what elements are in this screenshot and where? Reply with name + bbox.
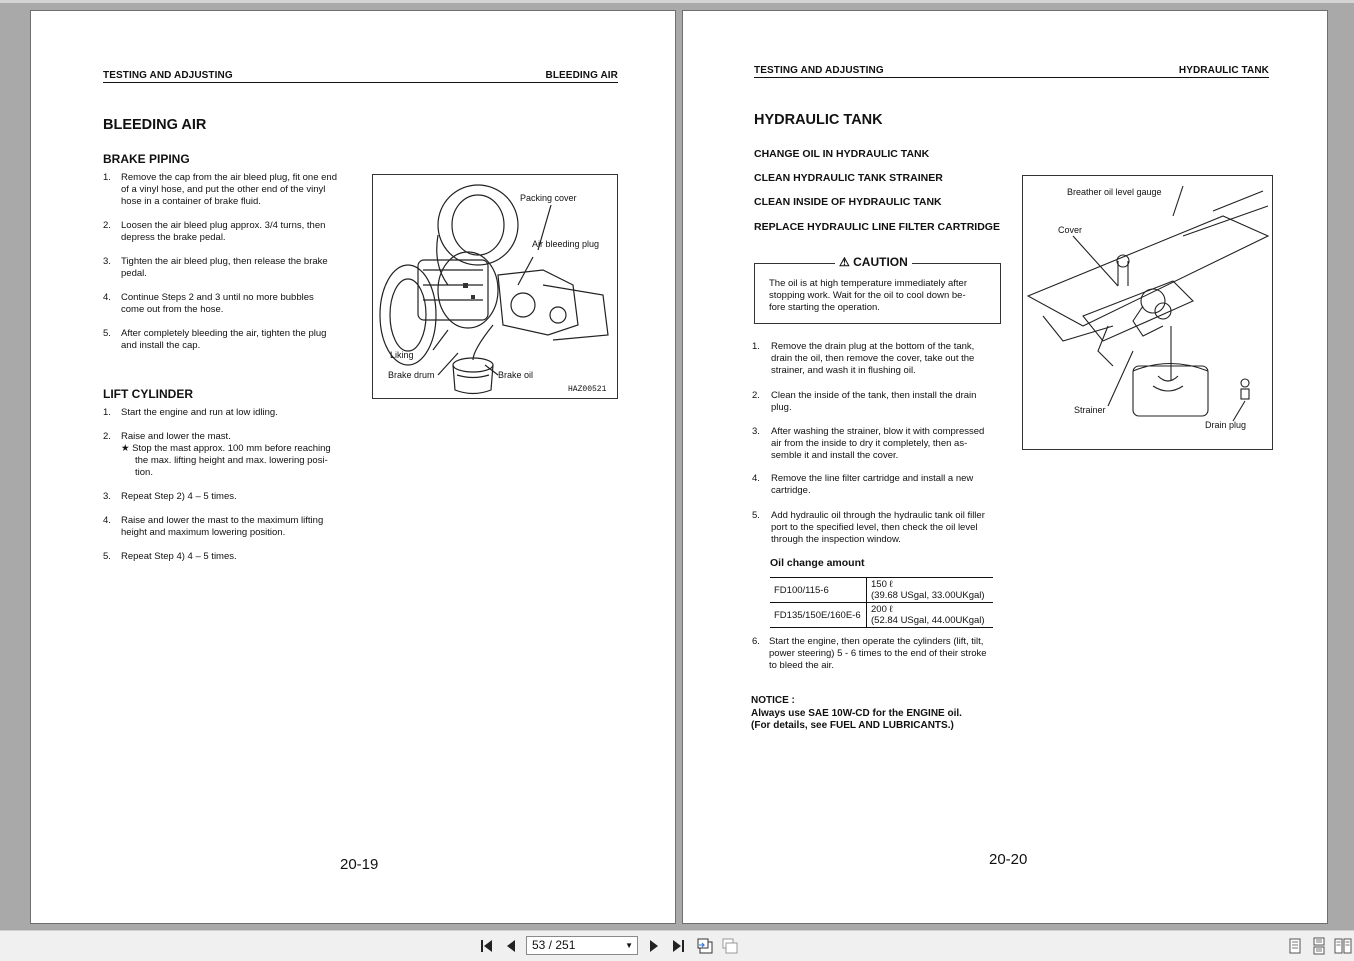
text-line: (For details, see FUEL AND LUBRICANTS.) bbox=[751, 720, 954, 731]
oil-change-heading: Oil change amount bbox=[770, 557, 865, 569]
text-line: strainer, and wash it in flushing oil. bbox=[771, 365, 916, 376]
label-packing-cover: Packing cover bbox=[520, 193, 577, 203]
notice-block bbox=[751, 695, 962, 733]
table-cell-model: FD100/115-6 bbox=[770, 578, 867, 603]
text-line: Raise and lower the mast to the maximum lifting bbox=[121, 515, 324, 526]
step-number: 5. bbox=[103, 328, 111, 339]
first-page-icon bbox=[478, 937, 496, 955]
text-line: Clean the inside of the tank, then install the drain bbox=[771, 390, 977, 401]
text-line: come out from the hose. bbox=[121, 304, 224, 315]
step-number: 4. bbox=[103, 515, 111, 526]
caution-title: CAUTION bbox=[853, 255, 908, 269]
step-text bbox=[121, 431, 361, 479]
text-line: power steering) 5 - 6 times to the end of their stroke bbox=[769, 648, 987, 659]
next-page-icon bbox=[645, 937, 663, 955]
step-text bbox=[121, 292, 351, 316]
back-view-button[interactable] bbox=[696, 937, 714, 955]
single-page-view-button[interactable] bbox=[1286, 937, 1304, 955]
step-text bbox=[771, 390, 1003, 414]
forward-view-button[interactable] bbox=[721, 937, 739, 955]
text-line: the max. lifting height and max. lowering posi- bbox=[135, 455, 328, 466]
text-line: drain the oil, then remove the cover, take out the bbox=[771, 353, 975, 364]
amount-value: 150 ℓ bbox=[871, 579, 893, 590]
caution-box bbox=[754, 255, 1001, 324]
step-number: 3. bbox=[103, 491, 111, 502]
step-number: 6. bbox=[752, 636, 760, 647]
text-line: of a vinyl hose, and put the other end of the vinyl bbox=[121, 184, 326, 195]
text-line: height and maximum lowering position. bbox=[121, 527, 286, 538]
subsection-title: BRAKE PIPING bbox=[103, 152, 190, 166]
step-number: 5. bbox=[752, 510, 760, 521]
page-header-right: HYDRAULIC TANK bbox=[1178, 65, 1269, 76]
amount-detail: (39.68 USgal, 33.00UKgal) bbox=[871, 590, 985, 601]
table-cell-amount bbox=[867, 603, 994, 628]
step-number: 1. bbox=[103, 172, 111, 183]
note-line: ★ Stop the mast approx. 100 mm before reaching bbox=[121, 443, 331, 454]
oil-change-table bbox=[770, 577, 993, 628]
viewer-toolbar bbox=[0, 930, 1354, 961]
figure-code: HAZ00521 bbox=[568, 385, 607, 394]
text-line: depress the brake pedal. bbox=[121, 232, 226, 243]
document-page-right bbox=[682, 10, 1328, 924]
label-brake-oil: Brake oil bbox=[498, 370, 534, 380]
label-breather-gauge: Breather oil level gauge bbox=[1067, 187, 1162, 197]
step-number: 4. bbox=[103, 292, 111, 303]
step-text bbox=[771, 426, 1003, 462]
label-brake-drum: Brake drum bbox=[388, 370, 435, 380]
step-number: 1. bbox=[752, 341, 760, 352]
text-line: Continue Steps 2 and 3 until no more bubbles bbox=[121, 292, 314, 303]
amount-detail: (52.84 USgal, 44.00UKgal) bbox=[871, 615, 985, 626]
text-line: The oil is at high temperature immediately after bbox=[769, 278, 968, 289]
hydraulic-tank-illustration bbox=[1023, 176, 1272, 449]
text-line: to bleed the air. bbox=[769, 660, 834, 671]
single-page-icon bbox=[1286, 937, 1304, 955]
section-title: BLEEDING AIR bbox=[103, 117, 207, 133]
text-line: semble it and install the cover. bbox=[771, 450, 899, 461]
chevron-down-icon[interactable]: ▼ bbox=[625, 941, 633, 950]
first-page-button[interactable] bbox=[478, 937, 496, 955]
step-number: 2. bbox=[103, 220, 111, 231]
text-line: hose in a container of brake fluid. bbox=[121, 196, 261, 207]
notice-title: NOTICE : bbox=[751, 695, 795, 706]
text-line: stopping work. Wait for the oil to cool down be- bbox=[769, 290, 966, 301]
previous-page-button[interactable] bbox=[502, 937, 520, 955]
step-text bbox=[771, 341, 1003, 377]
text-line: pedal. bbox=[121, 268, 147, 279]
text-line: air from the inside to dry it completely, then as- bbox=[771, 438, 968, 449]
document-page-left bbox=[30, 10, 676, 924]
step-number: 3. bbox=[752, 426, 760, 437]
step-text bbox=[121, 515, 361, 539]
header-rule bbox=[103, 82, 618, 83]
page-header-left: TESTING AND ADJUSTING bbox=[754, 65, 884, 76]
table-row bbox=[770, 578, 993, 603]
table-cell-amount bbox=[867, 578, 994, 603]
step-number: 2. bbox=[103, 431, 111, 442]
step-text: Repeat Step 4) 4 – 5 times. bbox=[121, 551, 237, 562]
step-text bbox=[771, 510, 1003, 546]
page-indicator-text: 53 / 251 bbox=[532, 938, 576, 952]
brake-illustration bbox=[373, 175, 617, 398]
continuous-page-icon bbox=[1310, 937, 1328, 955]
page-number: 20-19 bbox=[340, 856, 379, 873]
text-line: through the inspection window. bbox=[771, 534, 901, 545]
text-line: plug. bbox=[771, 402, 792, 413]
section-title: HYDRAULIC TANK bbox=[754, 112, 883, 128]
caution-text bbox=[769, 278, 994, 314]
text-line: and install the cap. bbox=[121, 340, 201, 351]
step-number: 2. bbox=[752, 390, 760, 401]
continuous-view-button[interactable] bbox=[1310, 937, 1328, 955]
caution-heading bbox=[835, 255, 912, 269]
step-text bbox=[121, 256, 351, 280]
page-number-input[interactable] bbox=[526, 936, 638, 955]
text-line: Start the engine, then operate the cylinders (lift, tilt, bbox=[769, 636, 984, 647]
label-liking: Liking bbox=[390, 350, 414, 360]
label-strainer: Strainer bbox=[1074, 405, 1106, 415]
table-cell-model: FD135/150E/160E-6 bbox=[770, 603, 867, 628]
step-text: Start the engine and run at low idling. bbox=[121, 407, 278, 418]
text-line: Raise and lower the mast. bbox=[121, 431, 231, 442]
top-edge bbox=[0, 0, 1354, 3]
previous-view-icon bbox=[696, 937, 714, 955]
previous-page-icon bbox=[502, 937, 520, 955]
step-text bbox=[121, 172, 351, 208]
last-page-button[interactable] bbox=[669, 937, 687, 955]
step-number: 3. bbox=[103, 256, 111, 267]
subheading: CLEAN HYDRAULIC TANK STRAINER bbox=[754, 172, 943, 184]
text-line: Always use SAE 10W-CD for the ENGINE oil. bbox=[751, 707, 962, 719]
label-drain-plug: Drain plug bbox=[1205, 420, 1247, 430]
text-line: tion. bbox=[135, 467, 153, 478]
step-text bbox=[121, 328, 351, 352]
last-page-icon bbox=[669, 937, 687, 955]
step-text bbox=[769, 636, 1004, 672]
subsection-title: LIFT CYLINDER bbox=[103, 387, 193, 401]
text-line: cartridge. bbox=[771, 485, 811, 496]
text-line: Loosen the air bleed plug approx. 3/4 turns, then bbox=[121, 220, 326, 231]
text-line: Remove the line filter cartridge and install a new bbox=[771, 473, 974, 484]
amount-value: 200 ℓ bbox=[871, 604, 893, 615]
hydraulic-tank-figure bbox=[1022, 175, 1273, 450]
brake-figure bbox=[372, 174, 618, 399]
two-page-view-button[interactable] bbox=[1334, 937, 1352, 955]
subheading: CHANGE OIL IN HYDRAULIC TANK bbox=[754, 148, 930, 160]
text-line: port to the specified level, then check the oil level bbox=[771, 522, 978, 533]
text-line: Add hydraulic oil through the hydraulic tank oil filler bbox=[771, 510, 985, 521]
label-cover: Cover bbox=[1058, 225, 1083, 235]
header-rule bbox=[754, 77, 1269, 78]
step-text: Repeat Step 2) 4 – 5 times. bbox=[121, 491, 237, 502]
label-air-bleeding-plug: Air bleeding plug bbox=[532, 239, 600, 249]
page-header-right: BLEEDING AIR bbox=[545, 70, 618, 81]
page-header-left: TESTING AND ADJUSTING bbox=[103, 70, 233, 81]
text-line: After washing the strainer, blow it with compressed bbox=[771, 426, 985, 437]
text-line: Tighten the air bleed plug, then release the brake bbox=[121, 256, 328, 267]
step-text bbox=[771, 473, 1003, 497]
table-row bbox=[770, 603, 993, 628]
text-line: Remove the drain plug at the bottom of the tank, bbox=[771, 341, 975, 352]
next-page-button[interactable] bbox=[645, 937, 663, 955]
next-view-icon bbox=[721, 937, 739, 955]
two-page-icon bbox=[1334, 937, 1352, 955]
step-number: 4. bbox=[752, 473, 760, 484]
subheading: CLEAN INSIDE OF HYDRAULIC TANK bbox=[754, 196, 942, 208]
text-line: After completely bleeding the air, tighten the plug bbox=[121, 328, 327, 339]
text-line: Remove the cap from the air bleed plug, fit one end bbox=[121, 172, 337, 183]
step-number: 5. bbox=[103, 551, 111, 562]
page-number: 20-20 bbox=[989, 851, 1028, 868]
step-text bbox=[121, 220, 351, 244]
subheading: REPLACE HYDRAULIC LINE FILTER CARTRIDGE bbox=[754, 221, 1000, 233]
text-line: fore starting the operation. bbox=[769, 302, 880, 313]
step-number: 1. bbox=[103, 407, 111, 418]
warning-icon: ⚠ bbox=[839, 255, 850, 269]
